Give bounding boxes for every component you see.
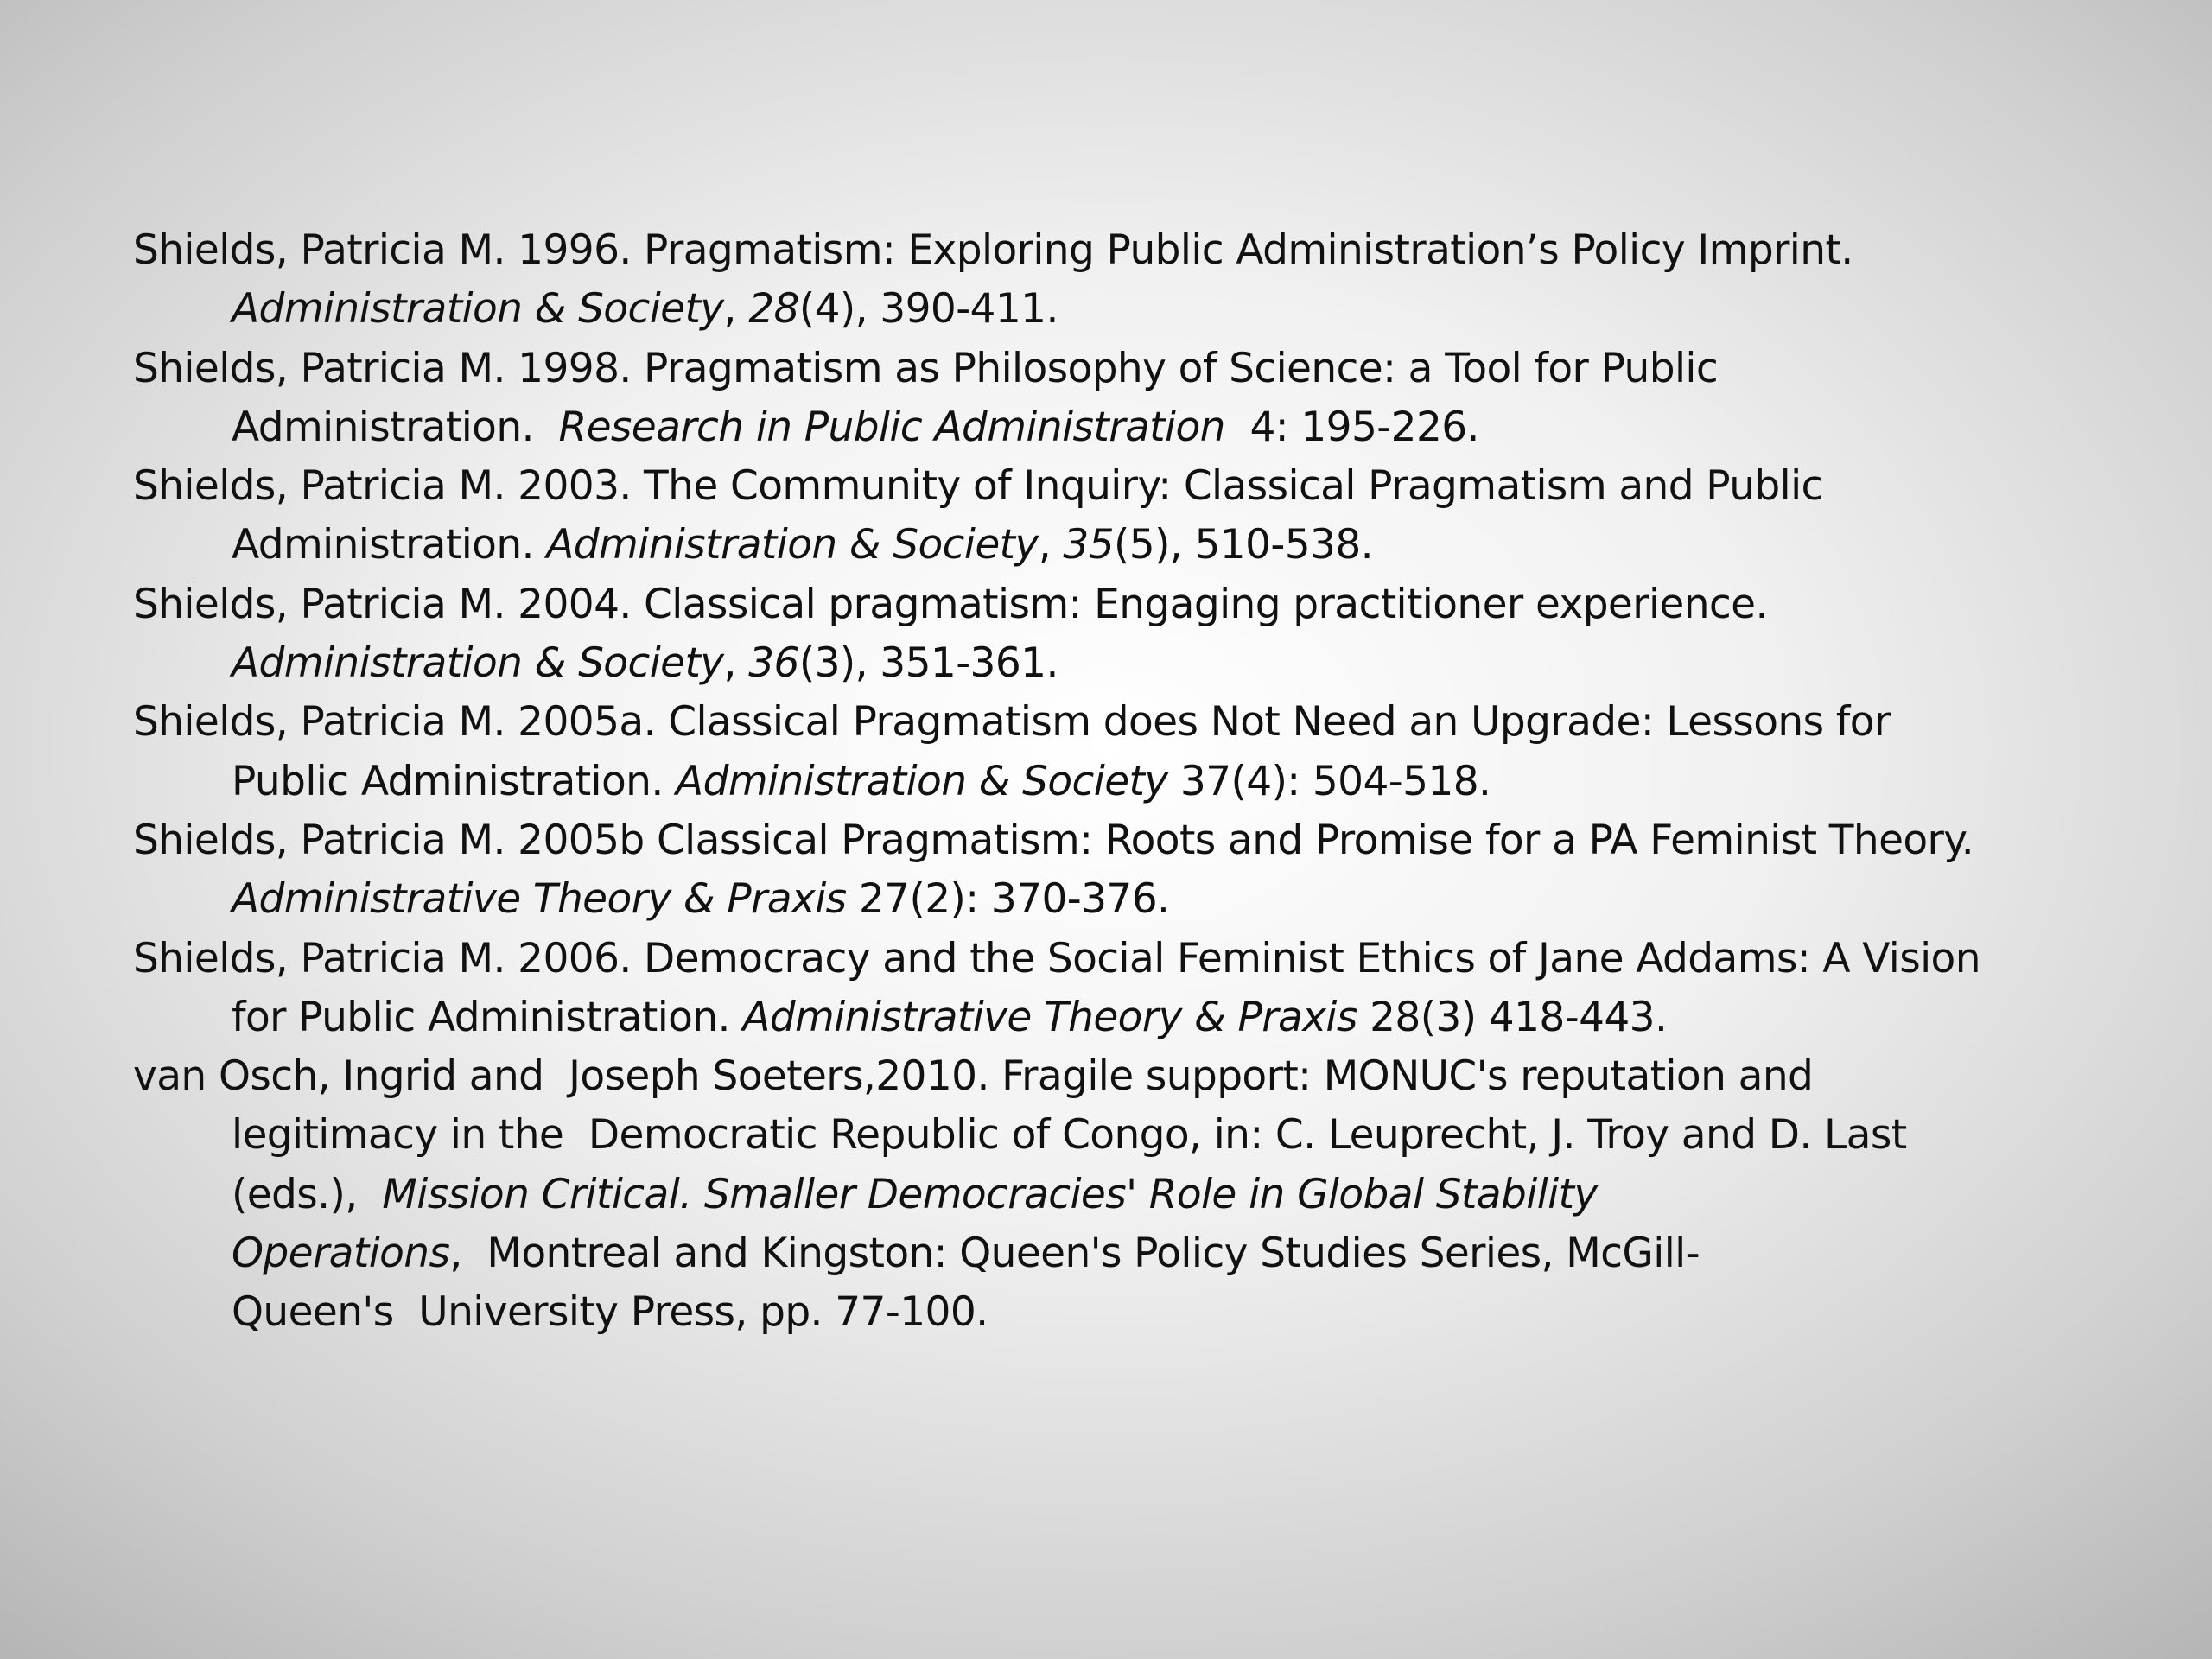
- reference-separator: ,: [1038, 521, 1064, 569]
- reference-journal: Administration & Society: [546, 521, 1039, 569]
- reference-item: [133, 811, 2120, 930]
- reference-journal: Administrative Theory & Praxis: [742, 993, 1357, 1041]
- reference-list: [133, 221, 2120, 1343]
- reference-item: [133, 1047, 2120, 1342]
- reference-journal: Administration & Society: [232, 639, 724, 688]
- reference-book-title-end: Operations: [232, 1230, 450, 1278]
- reference-title-end: Public Administration.: [232, 757, 677, 805]
- reference-title-end: for Public Administration.: [232, 993, 743, 1041]
- reference-volume: 35: [1063, 521, 1115, 569]
- reference-item: [133, 457, 2120, 575]
- reference-item: [133, 340, 2120, 458]
- reference-author-title: Shields, Patricia M. 1998. Pragmatism as Philosophy of Science: a Tool for Public: [133, 344, 1719, 392]
- reference-author-title: Shields, Patricia M. 2005a. Classical Pragmatism does Not Need an Upgrade: Lessons for: [133, 698, 1891, 747]
- reference-journal: Administration & Society: [676, 757, 1168, 805]
- reference-title-end: Administration.: [232, 403, 559, 451]
- reference-author-title: van Osch, Ingrid and Joseph Soeters,2010. Fragile support: MONUC's reputation and: [133, 1052, 1814, 1101]
- reference-title-end: Administration.: [232, 521, 547, 569]
- reference-editors: (eds.),: [232, 1170, 383, 1218]
- reference-journal: Administrative Theory & Praxis: [232, 875, 847, 924]
- reference-item: [133, 575, 2120, 694]
- reference-pages: (5), 510-538.: [1114, 521, 1374, 569]
- reference-author-title: Shields, Patricia M. 1996. Pragmatism: Exploring Public Administration’s Policy Imprint.: [133, 226, 1853, 274]
- reference-title-cont: legitimacy in the Democratic Republic of Congo, in: C. Leuprecht, J. Troy and D. Last: [232, 1111, 1907, 1160]
- reference-separator: ,: [723, 285, 749, 334]
- reference-journal: Research in Public Administration: [558, 403, 1225, 451]
- reference-item: [133, 693, 2120, 811]
- reference-pages: 4: 195-226.: [1224, 403, 1479, 451]
- reference-pages: 37(4): 504-518.: [1167, 757, 1491, 805]
- reference-author-title: Shields, Patricia M. 2004. Classical pragmatism: Engaging practitioner experience.: [133, 580, 1768, 628]
- reference-book-title: Mission Critical. Smaller Democracies' Role in Global Stability: [382, 1170, 1598, 1218]
- reference-item: [133, 930, 2120, 1048]
- reference-pages: 27(2): 370-376.: [846, 875, 1170, 924]
- reference-author-title: Shields, Patricia M. 2003. The Community of Inquiry: Classical Pragmatism and Public: [133, 462, 1823, 511]
- reference-author-title: Shields, Patricia M. 2005b Classical Pragmatism: Roots and Promise for a PA Feminist Theory.: [133, 816, 1974, 864]
- reference-separator: ,: [723, 639, 749, 688]
- reference-volume: 28: [748, 285, 799, 334]
- reference-pages: 28(3) 418-443.: [1357, 993, 1668, 1041]
- reference-volume: 36: [748, 639, 799, 688]
- reference-item: [133, 221, 2120, 340]
- reference-pages: (4), 390-411.: [798, 285, 1058, 334]
- reference-publisher: , Montreal and Kingston: Queen's Policy Studies Series, McGill-: [449, 1230, 1700, 1278]
- reference-pages: Queen's University Press, pp. 77-100.: [232, 1288, 988, 1337]
- reference-author-title: Shields, Patricia M. 2006. Democracy and the Social Feminist Ethics of Jane Addams: A Vision: [133, 934, 1980, 982]
- reference-journal: Administration & Society: [232, 285, 724, 334]
- reference-pages: (3), 351-361.: [798, 639, 1058, 688]
